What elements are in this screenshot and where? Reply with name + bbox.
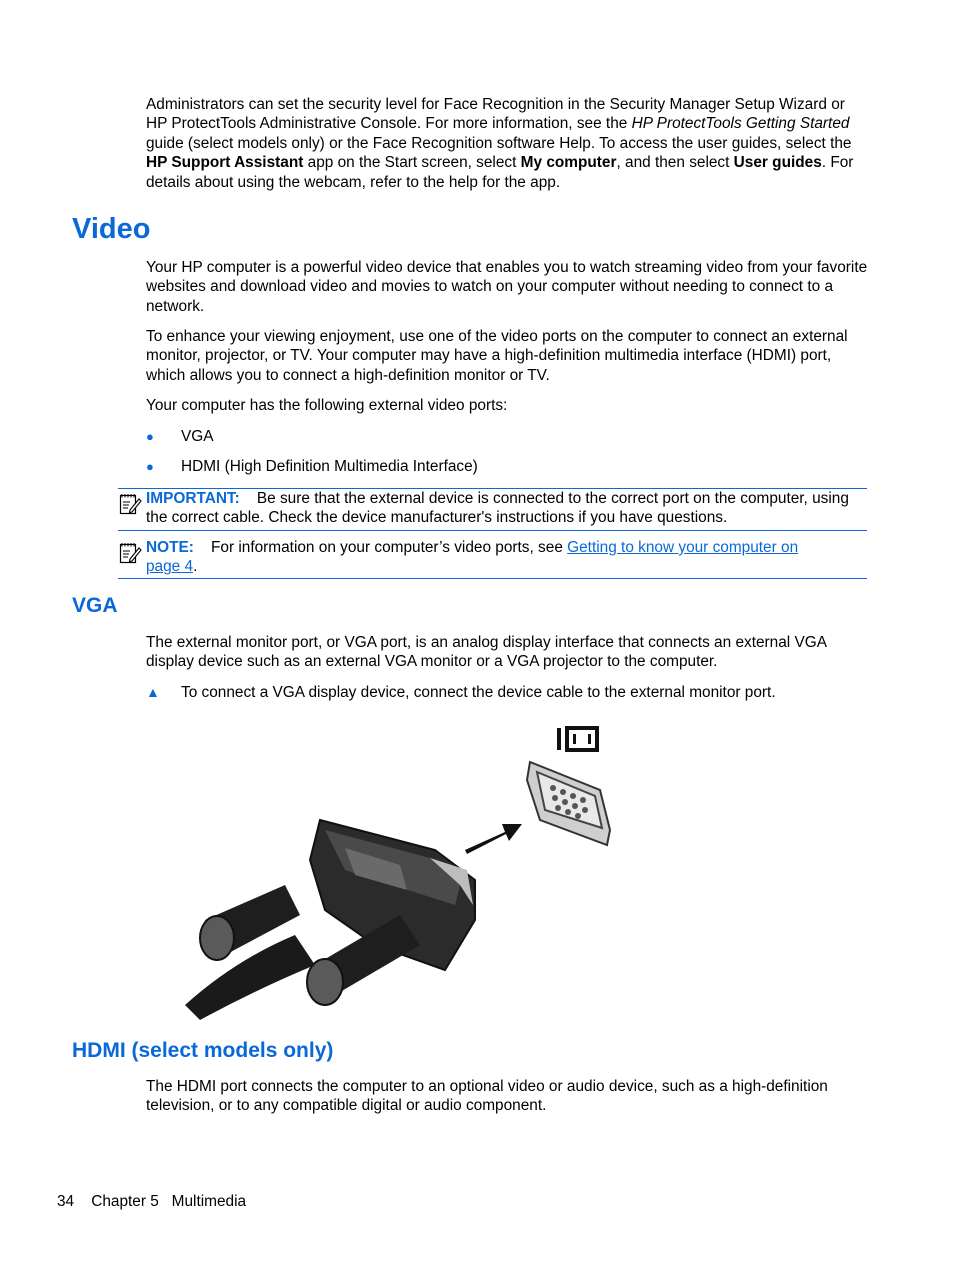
- vga-port: [527, 762, 610, 845]
- arrow-icon: [465, 824, 522, 854]
- vga-heading: VGA: [72, 594, 118, 617]
- intro-text: . For details about using the webcam, refer to the help for the app.: [146, 154, 854, 191]
- video-paragraph-2: To enhance your viewing enjoyment, use one of the video ports on the computer to connect an external monitor, projector, or TV. Your computer may have a high-definition multimedia interface (HDMI) port, which allows you to connect a high-definition monitor or TV.: [146, 328, 848, 384]
- bullet-icon: ●: [146, 459, 154, 474]
- important-label: IMPORTANT:: [146, 490, 240, 507]
- video-paragraph-3: Your computer has the following external video ports:: [146, 397, 508, 414]
- step-text: To connect a VGA display device, connect the device cable to the external monitor port.: [181, 684, 776, 701]
- vga-paragraph: The external monitor port, or VGA port, is an analog display interface that connects an external VGA display device such as an external VGA monitor or a VGA projector to the computer.: [146, 634, 827, 671]
- note-pad-icon: [118, 491, 142, 515]
- note-end: .: [193, 558, 198, 576]
- page-number: 34: [57, 1193, 75, 1210]
- video-heading: Video: [72, 213, 151, 245]
- intro-paragraph: [146, 95, 870, 192]
- important-body: Be sure that the external device is connected to the correct port on the computer, using the correct cable. Check the device manufacturer's instructions if you have questions.: [146, 490, 849, 527]
- triangle-step-icon: ▲: [146, 684, 160, 700]
- chapter-title: Multimedia: [171, 1193, 247, 1210]
- vga-connector-illustration: [175, 720, 625, 1020]
- menu-name: User guides: [733, 154, 822, 172]
- video-paragraph-1: Your HP computer is a powerful video device that enables you to watch streaming video from your favorite websites and download video and movies to watch on your computer without needing to connect to a network.: [146, 259, 868, 315]
- intro-text: Administrators can set the security level for Face Recognition in the Security Manager Setup Wizard or HP ProtectTools Administrative Console. For more information, see the: [146, 96, 845, 133]
- note-pad-icon: [118, 540, 142, 564]
- bullet-icon: ●: [146, 429, 154, 444]
- guide-title: HP ProtectTools Getting Started: [631, 115, 850, 133]
- note-callout: [118, 538, 867, 579]
- menu-name: My computer: [520, 154, 617, 172]
- intro-text: , and then select: [616, 154, 734, 172]
- note-text: [146, 538, 806, 577]
- app-name: HP Support Assistant: [146, 154, 304, 172]
- page-footer: [57, 1192, 246, 1211]
- intro-text: guide (select models only) or the Face Recognition software Help. To access the user guides, select the: [146, 134, 852, 152]
- important-callout: [118, 488, 867, 531]
- list-item-text: VGA: [181, 428, 214, 445]
- getting-to-know-link[interactable]: Getting to know your computer on page 4: [146, 539, 799, 576]
- note-label: NOTE:: [146, 539, 194, 556]
- intro-text: app on the Start screen, select: [303, 154, 521, 172]
- hdmi-heading: HDMI (select models only): [72, 1039, 334, 1062]
- hdmi-paragraph: The HDMI port connects the computer to an optional video or audio device, such as a high-definition television, or to any compatible digital or audio component.: [146, 1078, 828, 1115]
- monitor-port-icon: [557, 728, 597, 750]
- list-item-text: HDMI (High Definition Multimedia Interface): [181, 458, 478, 475]
- chapter-label: Chapter 5: [91, 1193, 159, 1210]
- important-text: [146, 489, 868, 528]
- note-body: For information on your computer’s video ports, see: [211, 539, 568, 556]
- vga-plug: [185, 820, 475, 1020]
